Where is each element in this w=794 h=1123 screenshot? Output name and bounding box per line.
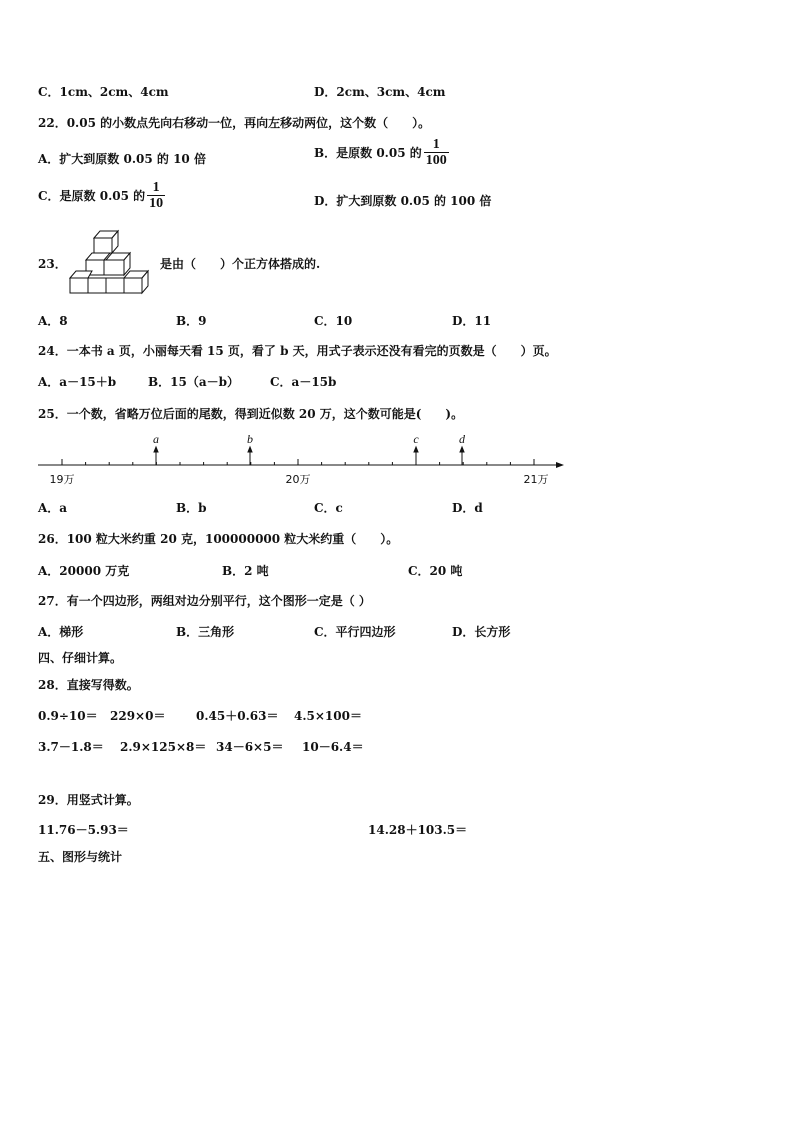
q28-stem: 28．直接写得数。	[38, 678, 139, 692]
q27-option-c: C．平行四边形	[314, 625, 396, 639]
q29-expression-2: 14.28＋103.5＝	[368, 823, 468, 837]
q22-option-b	[314, 137, 449, 168]
fraction-numerator: 1	[152, 180, 160, 195]
q27-option-b: B．三角形	[176, 625, 235, 639]
q26-option-a: A．20000 万克	[38, 564, 130, 578]
number-line	[34, 430, 566, 490]
q22-option-b-text: B．是原数 0.05 的	[314, 145, 422, 160]
q24-option-a: A．a－15＋b	[38, 375, 117, 389]
q23-number: 23．	[38, 257, 67, 271]
q23-stem: 是由（ ）个正方体搭成的.	[160, 257, 321, 271]
q23-option-a: A．8	[38, 314, 68, 328]
point-d-arrowhead	[460, 447, 464, 452]
q25-option-b: B．b	[176, 501, 207, 515]
q22-stem: 22．0.05 的小数点先向右移动一位，再向左移动两位，这个数（ ）。	[38, 116, 431, 130]
q28-item: 2.9×125×8＝	[120, 740, 207, 754]
q28-item: 3.7－1.8＝	[38, 740, 104, 754]
q24-option-c: C．a－15b	[270, 375, 337, 389]
tick-label-21wan: 21万	[523, 473, 549, 486]
point-a-arrowhead	[154, 447, 158, 452]
q28-item: 34－6×5＝	[216, 740, 284, 754]
q26-option-b: B．2 吨	[222, 564, 269, 578]
q29-stem: 29．用竖式计算。	[38, 793, 139, 807]
q23-option-b: B．9	[176, 314, 207, 328]
fraction-denominator: 100	[425, 153, 447, 168]
q26-option-c: C．20 吨	[408, 564, 463, 578]
q22-option-b-fraction	[424, 137, 449, 168]
q28-item: 10－6.4＝	[302, 740, 364, 754]
number-line-arrow	[556, 462, 564, 468]
q22-option-a: A．扩大到原数 0.05 的 10 倍	[38, 152, 206, 166]
point-c-label: c	[413, 432, 419, 446]
q28-item: 4.5×100＝	[294, 709, 362, 723]
q25-option-c: C．c	[314, 501, 343, 515]
point-b-label: b	[247, 432, 253, 446]
tick-label-20wan: 20万	[285, 473, 311, 486]
q24-option-b: B．15（a－b）	[148, 375, 240, 389]
q28-item: 0.45＋0.63＝	[196, 709, 279, 723]
q25-stem: 25．一个数，省略万位后面的尾数，得到近似数 20 万，这个数可能是( )。	[38, 407, 464, 421]
q29-expression-1: 11.76－5.93＝	[38, 823, 129, 837]
fraction-numerator: 1	[432, 137, 440, 152]
tick-label-19wan: 19万	[49, 473, 75, 486]
cube-stack-figure	[64, 226, 156, 298]
section-4-heading: 四、仔细计算。	[38, 651, 123, 665]
point-b-arrowhead	[248, 447, 252, 452]
q21-option-d: D．2cm、3cm、4cm	[314, 85, 446, 99]
q22-option-c-text: C．是原数 0.05 的	[38, 188, 146, 203]
q27-stem: 27．有一个四边形，两组对边分别平行，这个图形一定是（ ）	[38, 594, 371, 608]
q25-option-a: A．a	[38, 501, 68, 515]
q22-option-d: D．扩大到原数 0.05 的 100 倍	[314, 194, 492, 208]
q27-option-a: A．梯形	[38, 625, 84, 639]
q23-option-d: D．11	[452, 314, 492, 328]
fraction-denominator: 10	[149, 196, 164, 211]
q28-item: 229×0＝	[110, 709, 166, 723]
point-d-label: d	[459, 432, 465, 446]
q21-option-c: C．1cm、2cm、4cm	[38, 85, 169, 99]
q26-stem: 26．100 粒大米约重 20 克，100000000 粒大米约重（ ）。	[38, 532, 399, 546]
q24-stem: 24．一本书 a 页，小丽每天看 15 页，看了 b 天，用式子表示还没有看完的页数是（ ）页。	[38, 344, 557, 358]
point-a-label: a	[153, 432, 159, 446]
q27-option-d: D．长方形	[452, 625, 511, 639]
section-5-heading: 五、图形与统计	[38, 850, 123, 864]
q22-option-c	[38, 180, 165, 211]
q28-item: 0.9÷10＝	[38, 709, 98, 723]
point-c-arrowhead	[414, 447, 418, 452]
q23-option-c: C．10	[314, 314, 353, 328]
q25-option-d: D．d	[452, 501, 483, 515]
q22-option-c-fraction	[147, 180, 165, 211]
